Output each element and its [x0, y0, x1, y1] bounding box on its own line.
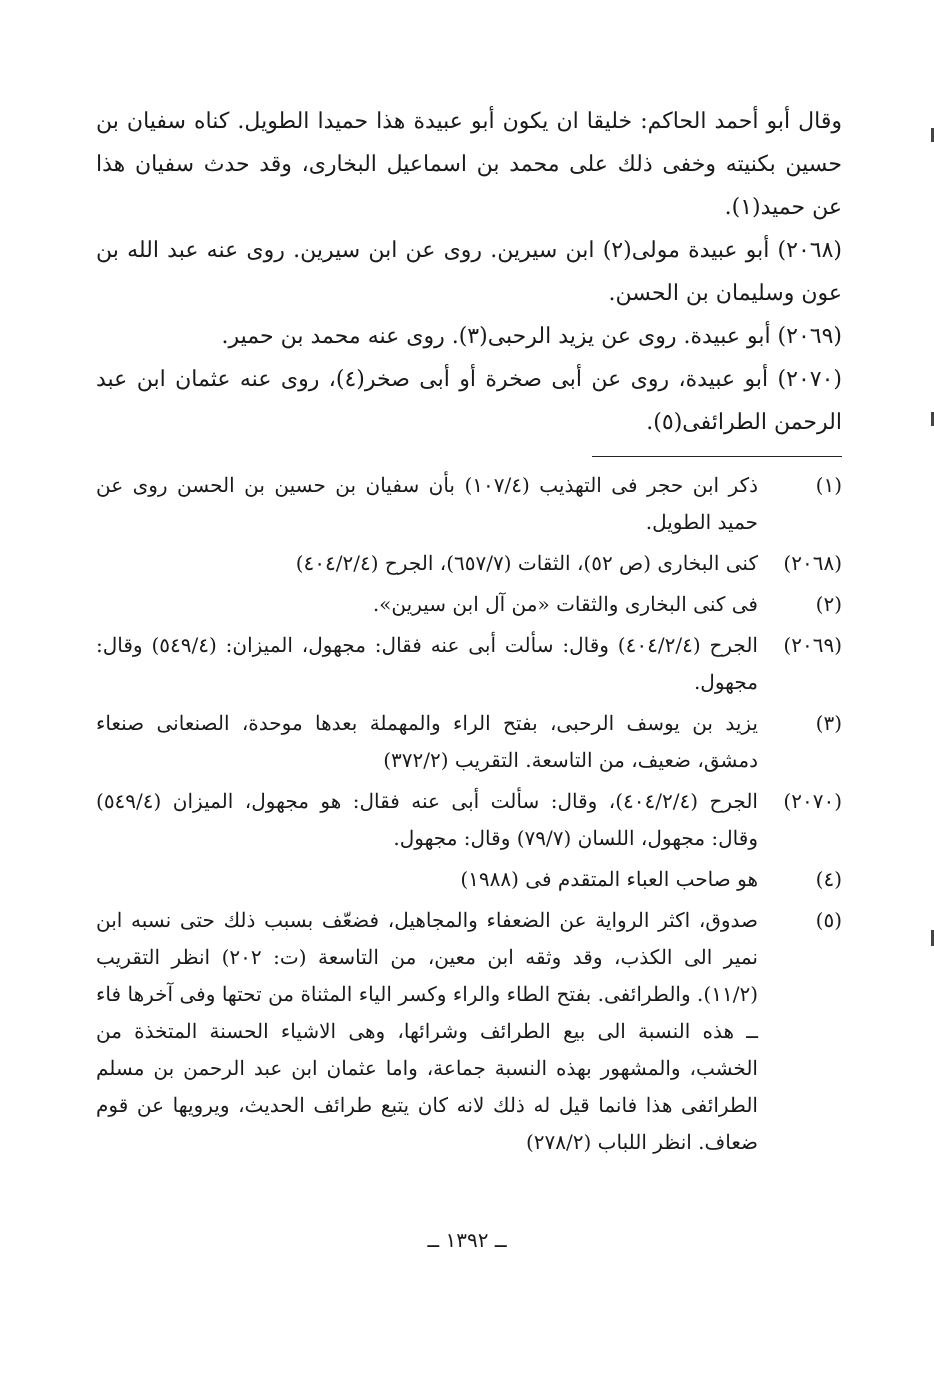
page-body [96, 100, 842, 1165]
footnote-text: الجرح (٤٠٤/٢/٤) وقال: سألت أبى عنه فقال: مجهول، الميزان: (٥٤٩/٤) وقال: مجهول. [96, 633, 758, 694]
footnote-text: كنى البخارى (ص ٥٢)، الثقات (٦٥٧/٧)، الجرح (٤٠٤/٢/٤) [295, 551, 758, 575]
footnote-label: (٤) [815, 867, 842, 891]
footnote-text: صدوق، اكثر الرواية عن الضعفاء والمجاهيل، فضعّف بسبب ذلك حتى نسبه ابن نمير الى الكذب، وقد وثقه ابن معين، من التاسعة (ت: ٢٠٢) انظر التقريب (١١/٢). والطرائفى. بفتح الطاء والراء وكسر الياء المثناة من تحتها وفى آخرها فاء ــ هذه النسبة الى بيع الطرائف وشرائها، وهى الاشياء الحسنة المتخذة من الخشب، والمشهور بهذه النسبة جماعة، واما عثمان ابن عبد الرحمن بن مسلم الطرائفى هذا فانما قيل له ذلك لانه كان يتبع طرائف الحديث، ويرويها عن قوم ضعاف. انظر اللباب (٢٧٨/٢) [96, 908, 758, 1154]
footnote-label: (١) [815, 473, 842, 497]
footnote-label: (٥) [815, 908, 842, 932]
footnote-text: الجرح (٤٠٤/٢/٤)، وقال: سألت أبى عنه فقال: هو مجهول، الميزان (٥٤٩/٤) وقال: مجهول، اللسان (٧٩/٧) وقال: مجهول. [96, 789, 758, 850]
footnote-text: فى كنى البخارى والثقات «من آل ابن سيرين». [372, 592, 758, 616]
entry-2070: (٢٠٧٠) أبو عبيدة، روى عن أبى صخرة أو أبى صخر(٤)، روى عنه عثمان ابن عبد الرحمن الطرائفى(٥). [96, 367, 842, 435]
footnotes [96, 467, 842, 1161]
footnote-item [96, 467, 842, 541]
footnote-divider [592, 456, 842, 457]
footnote-item [96, 586, 842, 623]
paragraph-hakim-quote: وقال أبو أحمد الحاكم: خليقا ان يكون أبو عبيدة هذا حميدا الطويل. كناه سفيان بن حسين بكنيته وخفى ذلك على محمد بن اسماعيل البخارى، وقد حدث سفيان هذا عن حميد(١). [96, 109, 842, 220]
entry-2069: (٢٠٦٩) أبو عبيدة. روى عن يزيد الرحبى(٣). روى عنه محمد بن حمير. [221, 324, 842, 349]
footnote-item [96, 902, 842, 1161]
footnote-item [96, 545, 842, 582]
main-text [96, 100, 842, 444]
page-number: ــ ١٣٩٢ ــ [427, 1228, 507, 1252]
entry-2068: (٢٠٦٨) أبو عبيدة مولى(٢) ابن سيرين. روى عن ابن سيرين. روى عنه عبد الله بن عون وسليمان بن الحسن. [96, 238, 842, 306]
footnote-label: (٣) [815, 711, 842, 735]
footnote-item [96, 627, 842, 701]
footnote-text: ذكر ابن حجر فى التهذيب (١٠٧/٤) بأن سفيان بن حسين بن الحسن روى عن حميد الطويل. [96, 473, 758, 534]
footnote-label: (٢٠٧٠) [783, 789, 842, 813]
footnote-text: هو صاحب العباء المتقدم فى (١٩٨٨) [460, 867, 758, 891]
footnote-item [96, 783, 842, 857]
footnote-item [96, 705, 842, 779]
footnote-label: (٢) [815, 592, 842, 616]
footnote-item [96, 861, 842, 898]
footnote-text: يزيد بن يوسف الرحبى، بفتح الراء والمهملة بعدها موحدة، الصنعانى صنعاء دمشق، ضعيف، من التاسعة. التقريب (٣٧٢/٢) [96, 711, 758, 772]
footnote-label: (٢٠٦٨) [783, 551, 842, 575]
footnote-label: (٢٠٦٩) [783, 633, 842, 657]
